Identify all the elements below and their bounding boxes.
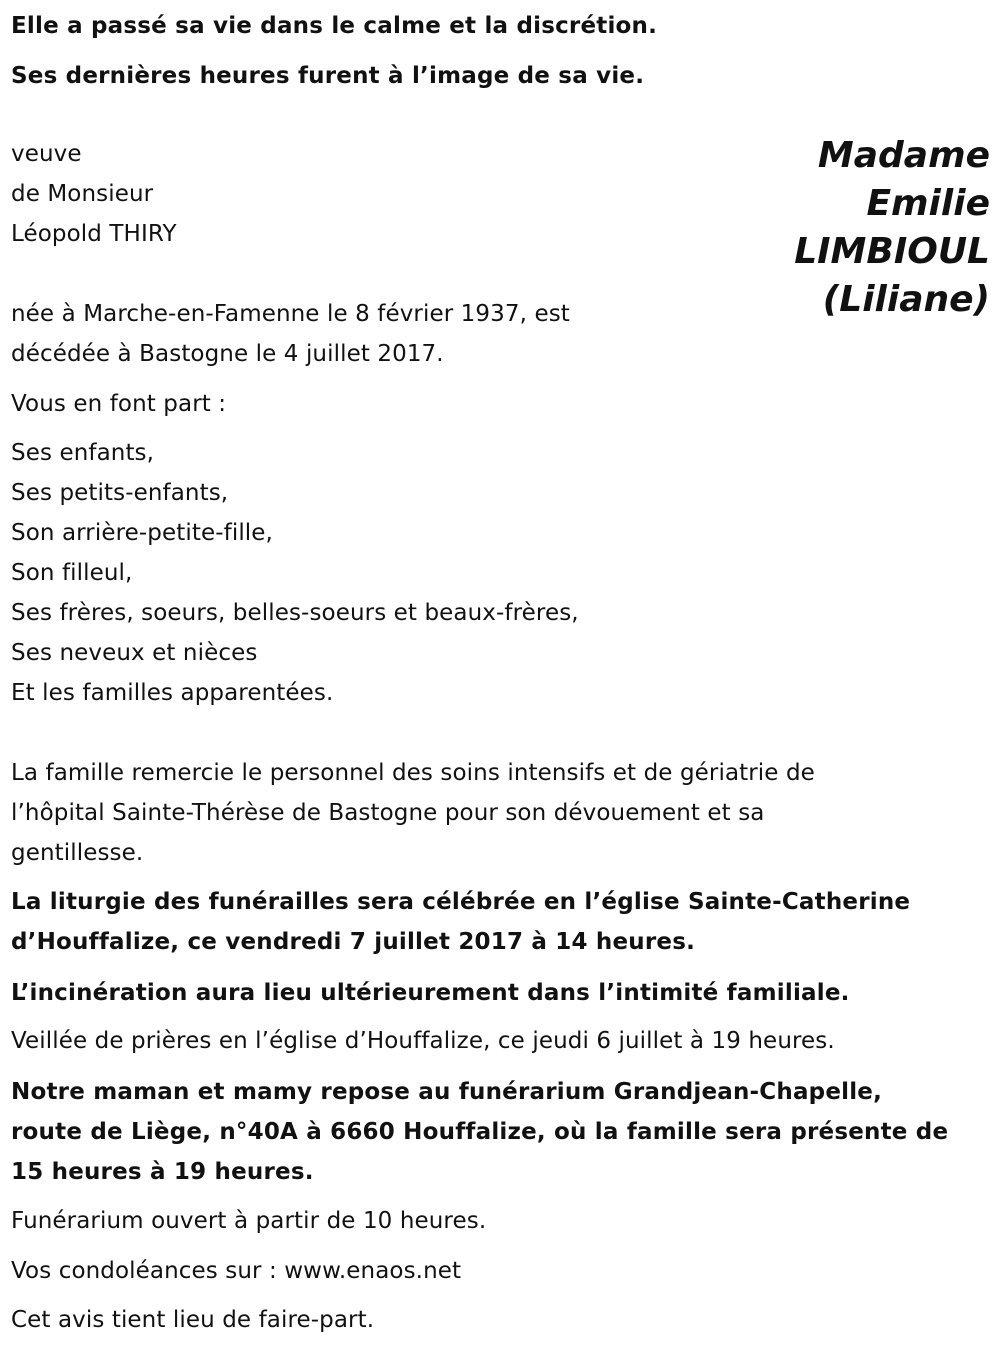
thanks-line: La famille remercie le personnel des soins intensifs et de gériatrie de — [11, 760, 815, 786]
deceased-name-block — [794, 132, 990, 324]
funeral-home-line: 15 heures à 19 heures. — [11, 1159, 314, 1185]
funeral-home-line: Notre maman et mamy repose au funérarium Grandjean-Chapelle, — [11, 1079, 883, 1105]
announce-text: Vous en font part : — [11, 391, 227, 417]
thanks-line: gentillesse. — [11, 840, 144, 866]
spouse-line-1: veuve — [11, 141, 82, 167]
family-item: Son arrière-petite-fille, — [11, 520, 273, 546]
death-line: décédée à Bastogne le 4 juillet 2017. — [11, 341, 444, 367]
family-item: Ses neveux et nièces — [11, 640, 258, 666]
condolences-text: Vos condoléances sur : www.enaos.net — [11, 1258, 462, 1284]
family-item: Et les familles apparentées. — [11, 680, 334, 706]
deceased-title: Madame — [817, 135, 990, 176]
vigil-text: Veillée de prières en l’église d’Houffalize, ce jeudi 6 juillet à 19 heures. — [11, 1028, 835, 1054]
birth-line: née à Marche-en-Famenne le 8 février 1937, est — [11, 301, 570, 327]
opening-hours-text: Funérarium ouvert à partir de 10 heures. — [11, 1208, 487, 1234]
cremation-text: L’incinération aura lieu ultérieurement dans l’intimité familiale. — [11, 980, 850, 1006]
intro-line-2: Ses dernières heures furent à l’image de sa vie. — [11, 63, 645, 89]
deceased-nickname: (Liliane) — [822, 279, 990, 320]
spouse-line-3: Léopold THIRY — [11, 221, 177, 247]
thanks-line: l’hôpital Sainte-Thérèse de Bastogne pour son dévouement et sa — [11, 800, 765, 826]
intro-line-1: Elle a passé sa vie dans le calme et la discrétion. — [11, 13, 658, 39]
family-item: Ses petits-enfants, — [11, 480, 229, 506]
family-item: Ses frères, soeurs, belles-soeurs et beaux-frères, — [11, 600, 579, 626]
liturgy-line: La liturgie des funérailles sera célébrée en l’église Sainte-Catherine — [11, 889, 911, 915]
closing-text: Cet avis tient lieu de faire-part. — [11, 1307, 375, 1333]
family-item: Ses enfants, — [11, 440, 155, 466]
liturgy-line: d’Houffalize, ce vendredi 7 juillet 2017 à 14 heures. — [11, 929, 696, 955]
deceased-last-name: LIMBIOUL — [794, 231, 990, 272]
family-item: Son filleul, — [11, 560, 133, 586]
funeral-home-line: route de Liège, n°40A à 6660 Houffalize, où la famille sera présente de — [11, 1119, 949, 1145]
spouse-line-2: de Monsieur — [11, 181, 154, 207]
deceased-first-name: Emilie — [866, 183, 990, 224]
